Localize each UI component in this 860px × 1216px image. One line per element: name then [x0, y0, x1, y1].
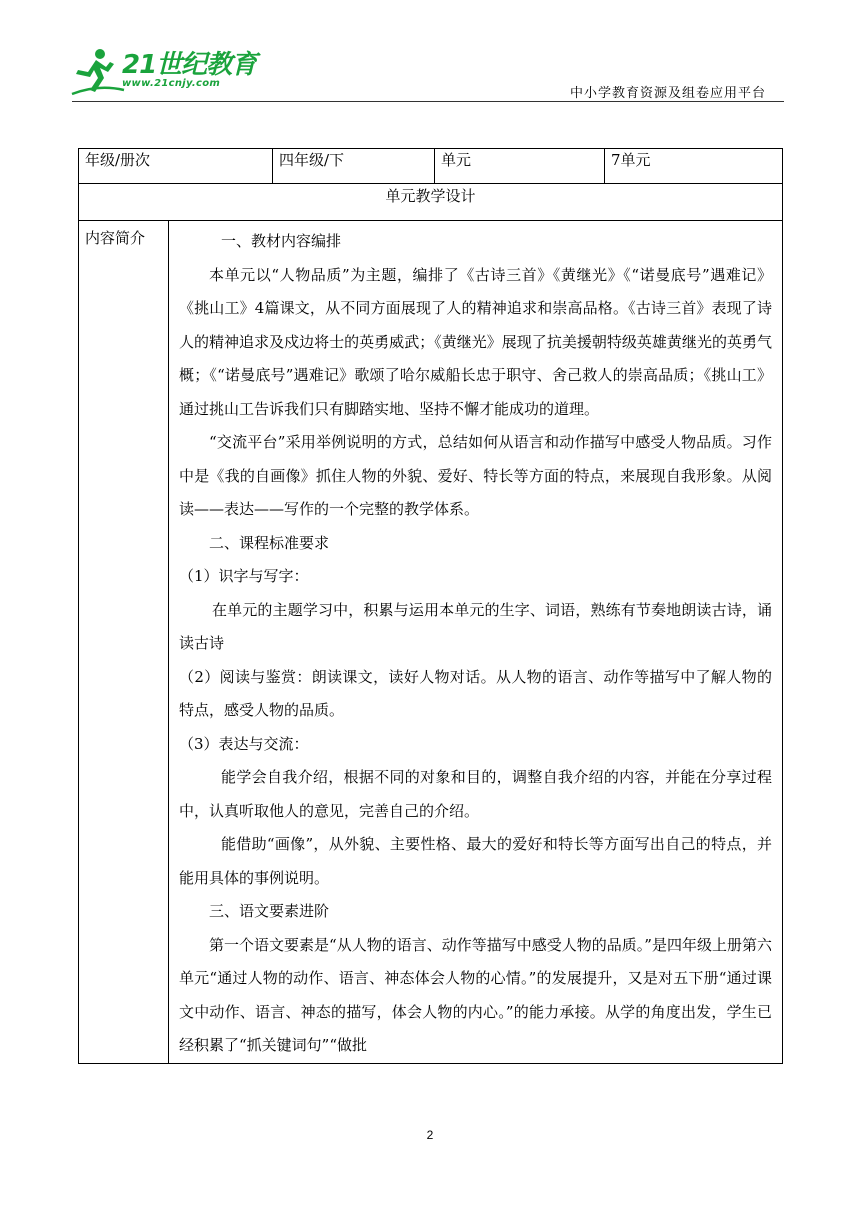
site-logo[interactable]	[70, 44, 270, 100]
unit-label: 单元	[435, 149, 605, 184]
runner-logo-icon	[70, 46, 126, 98]
logo-text: 21世纪教育	[122, 50, 257, 80]
sub-heading: （1）识字与写字：	[179, 567, 309, 585]
content-row	[79, 221, 783, 1064]
unit-value: 7单元	[605, 149, 783, 184]
title-row	[79, 184, 783, 221]
unit-design-table	[78, 148, 783, 1064]
page-number: 2	[426, 1128, 434, 1142]
intro-label: 内容简介	[79, 221, 169, 1064]
paragraph: 能学会自我介绍，根据不同的对象和目的，调整自我介绍的内容，并能在分享过程中，认真听取他人的意见，完善自己的介绍。	[179, 768, 772, 820]
meta-row	[79, 149, 783, 184]
paragraph: （2）阅读与鉴赏：朗读课文，读好人物对话。从人物的语言、动作等描写中了解人物的特点，感受人物的品质。	[179, 667, 772, 719]
paragraph: 在单元的主题学习中，积累与运用本单元的生字、词语，熟练有节奏地朗读古诗，诵读古诗	[179, 600, 772, 652]
grade-label: 年级/册次	[79, 149, 273, 184]
design-title: 单元教学设计	[79, 184, 783, 221]
grade-value: 四年级/下	[273, 149, 435, 184]
logo-url: www.21cnjy.com	[122, 78, 221, 89]
paragraph: 本单元以“人物品质”为主题，编排了《古诗三首》《黄继光》《“诺曼底号”遇难记》《挑山工》4篇课文，从不同方面展现了人的精神追求和崇高品格。《古诗三首》表现了诗人的精神追求及戍边将士的英勇威武；《黄继光》展现了抗美援朝特级英雄黄继光的英勇气概；《“诺曼底号”遇难记》歌颂了哈尔威船长忠于职守、舍己救人的崇高品质；《挑山工》通过挑山工告诉我们只有脚踏实地、坚持不懈才能成功的道理。	[179, 265, 772, 418]
platform-name: 中小学教育资源及组卷应用平台	[569, 86, 766, 101]
paragraph: “交流平台”采用举例说明的方式，总结如何从语言和动作描写中感受人物品质。习作中是《我的自画像》抓住人物的外貌、爱好、特长等方面的特点，来展现自我形象。从阅读——表达——写作的一个完整的教学体系。	[179, 433, 772, 518]
header-divider	[72, 101, 784, 102]
section-heading: 三、语文要素进阶	[209, 902, 330, 920]
sub-heading: （3）表达与交流：	[179, 734, 309, 753]
section-heading: 一、教材内容编排	[221, 232, 342, 250]
paragraph: 第一个语文要素是“从人物的语言、动作等描写中感受人物的品质。”是四年级上册第六单元“通过人物的动作、语言、神态体会人物的心情。”的发展提升，又是对五下册“通过课文中动作、语言、神态的描写，体会人物的内心。”的能力承接。从学的角度出发，学生已经积累了“抓关键词句”“做批	[179, 935, 772, 1054]
paragraph: 能借助“画像”，从外貌、主要性格、最大的爱好和特长等方面写出自己的特点，并能用具体的事例说明。	[179, 835, 772, 887]
page-header	[0, 0, 860, 110]
section-heading: 二、课程标准要求	[209, 533, 330, 552]
intro-content	[169, 221, 783, 1064]
